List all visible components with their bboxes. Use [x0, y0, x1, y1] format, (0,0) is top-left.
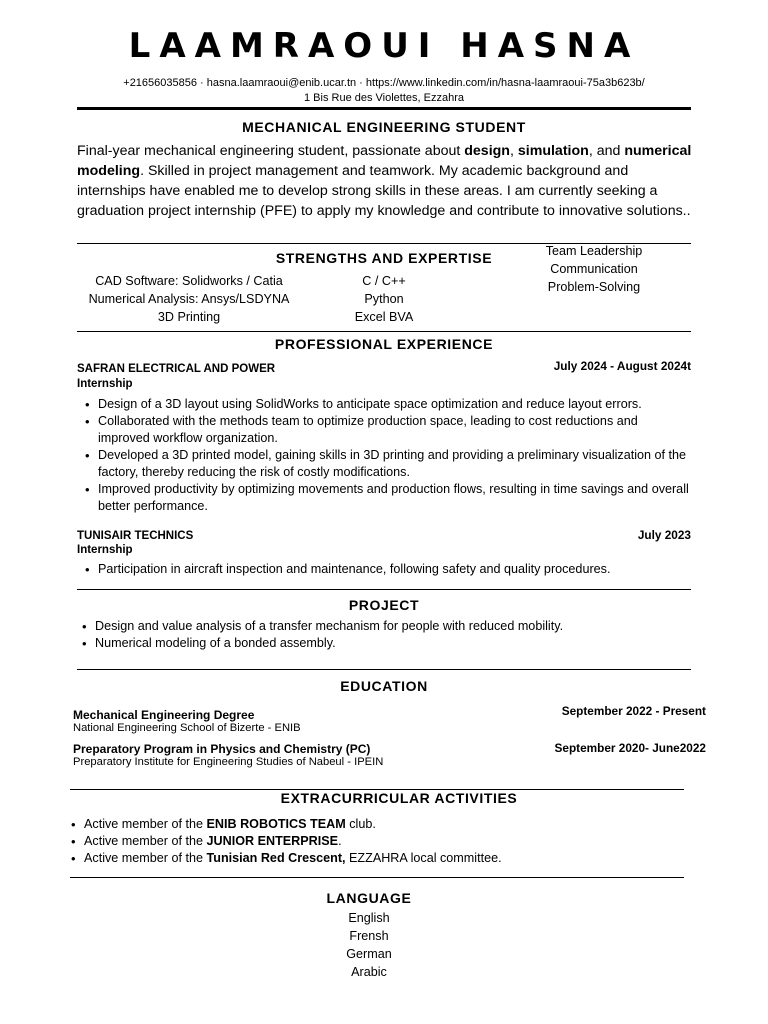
strength-item: Excel BVA [354, 310, 414, 324]
activities-title: EXTRACURRICULAR ACTIVITIES [280, 790, 518, 806]
address-line: 1 Bis Rue des Violettes, Ezzahra [304, 92, 464, 104]
language-item: German [346, 947, 392, 961]
degree-school: Preparatory Institute for Engineering Studies of Nabeul - IPEIN [73, 756, 384, 768]
degree-date: September 2022 - Present [561, 704, 706, 718]
list-item: • Developed a 3D printed model, gaining skills in 3D printing and providing a preliminary visualization of the factory, thereby reducing the risk of costly modifications. [98, 447, 693, 481]
education-divider [77, 669, 691, 670]
job-date: July 2024 - August 2024t [553, 359, 691, 373]
activities-bullets [84, 816, 694, 867]
degree-date: September 2020- June2022 [554, 741, 706, 755]
list-item: • Design and value analysis of a transfer mechanism for people with reduced mobility. [95, 618, 693, 635]
list-item: • Design of a 3D layout using SolidWorks to anticipate space optimization and reduce layout errors. [98, 396, 693, 413]
degree-title: Preparatory Program in Physics and Chemistry (PC) [73, 742, 371, 756]
job-date: July 2023 [637, 528, 691, 542]
experience-divider [77, 331, 691, 332]
language-item: Frensh [349, 929, 389, 943]
job-role: Internship [77, 544, 133, 556]
strength-item: Communication [550, 262, 638, 276]
strengths-col-technical [60, 272, 318, 326]
list-item: • Participation in aircraft inspection and maintenance, following safety and quality procedures. [98, 561, 693, 578]
summary-text: Final-year mechanical engineering student, passionate about design, simulation, and numerical modeling. Skilled in project management and teamwork. My academic background and internships have enabled me to develop strong skills in these areas. I am currently seeking a graduation project internship (PFE) to apply my knowledge and contribute to innovative solutions.. [77, 143, 692, 219]
list-item: • Active member of the ENIB ROBOTICS TEAM club. [84, 816, 694, 833]
language-item: Arabic [351, 965, 387, 979]
job-bullets [98, 396, 693, 515]
strengths-col-soft [515, 242, 673, 296]
education-title: EDUCATION [340, 678, 428, 694]
language-title: LANGUAGE [326, 890, 412, 906]
job-company: SAFRAN ELECTRICAL AND POWER [77, 363, 276, 375]
degree-title: Mechanical Engineering Degree [73, 708, 255, 722]
strength-item: Problem-Solving [547, 280, 641, 294]
strength-item: CAD Software: Solidworks / Catia [95, 274, 283, 288]
strength-item: Team Leadership [545, 244, 643, 258]
language-divider [70, 877, 684, 878]
job-company: TUNISAIR TECHNICS [77, 530, 194, 542]
list-item: • Active member of the Tunisian Red Crescent, EZZAHRA local committee. [84, 850, 694, 867]
contact-line: +21656035856 · hasna.laamraoui@enib.ucar.tn · https://www.linkedin.com/in/hasna-laamraoui-75a3b623b/ [123, 77, 645, 89]
candidate-name: LAAMRAOUI HASNA [128, 26, 640, 66]
strength-item: C / C++ [362, 274, 406, 288]
job-bullets [98, 561, 693, 578]
experience-title: PROFESSIONAL EXPERIENCE [274, 336, 494, 352]
list-item: • Collaborated with the methods team to optimize production space, leading to cost reductions and improved workflow organization. [98, 413, 693, 447]
list-item: • Active member of the JUNIOR ENTERPRISE. [84, 833, 694, 850]
summary-title: MECHANICAL ENGINEERING STUDENT [242, 119, 526, 135]
project-divider [77, 589, 691, 590]
language-item: English [348, 911, 390, 925]
header-divider [77, 107, 691, 110]
project-title: PROJECT [348, 597, 420, 613]
degree-school: National Engineering School of Bizerte - ENIB [73, 722, 301, 734]
strength-item: Numerical Analysis: Ansys/LSDYNA [88, 292, 290, 306]
job-role: Internship [77, 378, 133, 390]
strengths-col-programming [320, 272, 448, 326]
list-item: • Improved productivity by optimizing movements and production flows, resulting in time savings and overall better performance. [98, 481, 693, 515]
strength-item: Python [364, 292, 404, 306]
list-item: • Numerical modeling of a bonded assembly. [95, 635, 693, 652]
strengths-title: STRENGTHS AND EXPERTISE [275, 250, 493, 266]
strength-item: 3D Printing [157, 310, 221, 324]
project-bullets [95, 618, 693, 652]
